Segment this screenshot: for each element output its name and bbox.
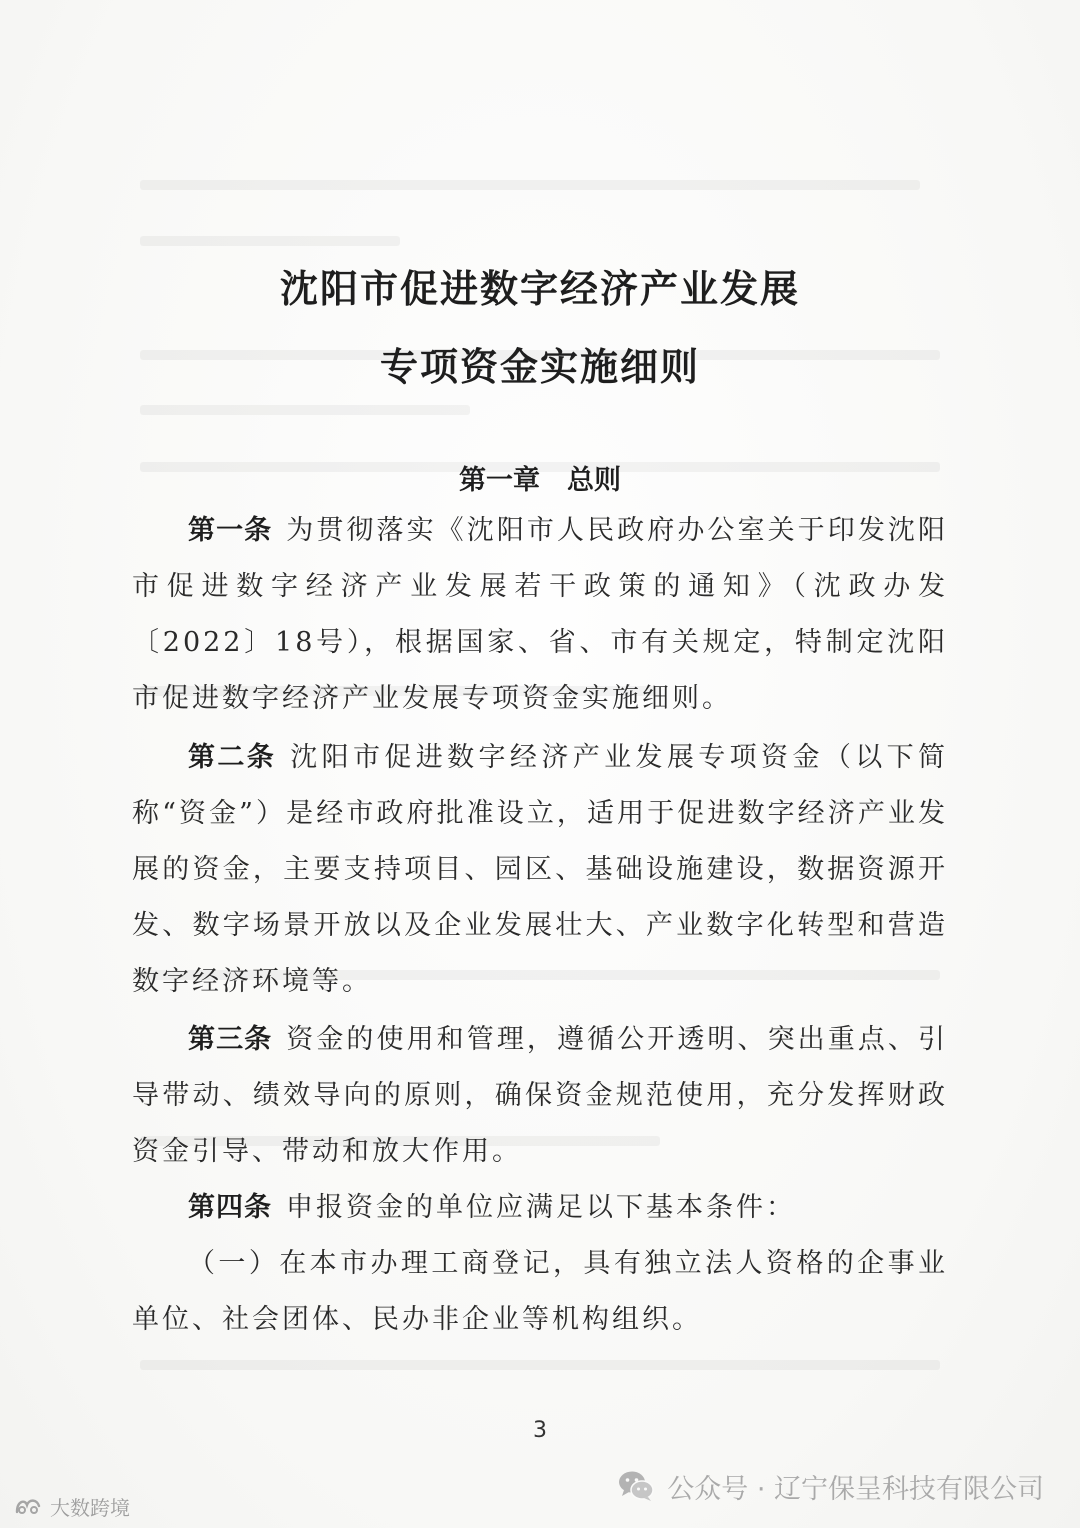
article-4-item-1-body: （一）在本市办理工商登记，具有独立法人资格的企事业单位、社会团体、民办非企业等机构组织。 [132,1248,948,1335]
wechat-icon [617,1469,655,1503]
article-3-paragraph [132,1012,948,1180]
bleed-through-shadow [140,405,470,415]
article-4-body: 申报资金的单位应满足以下基本条件： [286,1192,796,1223]
bleed-through-shadow [140,1360,940,1370]
article-4-paragraph [132,1180,948,1236]
article-2-label: 第二条 [188,742,277,773]
page-number: 3 [533,1418,547,1443]
document-title-line2: 专项资金实施细则 [379,344,700,389]
document-title-line1: 沈阳市促进数字经济产业发展 [279,266,800,311]
bleed-through-shadow [140,236,400,246]
bleed-through-shadow [140,180,920,190]
chapter-heading: 第一章 总则 [459,465,621,496]
brand-logo-icon [14,1495,44,1517]
article-1-body: 为贯彻落实《沈阳市人民政府办公室关于印发沈阳市促进数字经济产业发展若干政策的通知》（沈政办发〔2022〕18号），根据国家、省、市有关规定，特制定沈阳市促进数字经济产业发展专项资金实施细则。 [132,515,948,714]
article-4-item-1 [132,1236,948,1348]
article-1-paragraph [132,503,948,727]
brand-name: 大数跨境 [50,1495,130,1520]
article-1-label: 第一条 [188,515,273,546]
article-2-paragraph [132,730,948,1010]
article-4-label: 第四条 [188,1192,272,1223]
brand-watermark [14,1490,130,1522]
article-2-body: 沈阳市促进数字经济产业发展专项资金（以下简称“资金”）是经市政府批准设立，适用于促进数字经济产业发展的资金，主要支持项目、园区、基础设施建设，数据资源开发、数字场景开放以及企业发展壮大、产业数字化转型和营造数字经济环境等。 [132,742,949,997]
article-3-label: 第三条 [188,1024,273,1055]
article-3-body: 资金的使用和管理，遵循公开透明、突出重点、引导带动、绩效导向的原则，确保资金规范使用，充分发挥财政资金引导、带动和放大作用。 [132,1024,948,1167]
wechat-account-name: 公众号 · 辽宁保呈科技有限公司 [667,1473,1044,1505]
wechat-account-watermark [617,1464,1044,1508]
